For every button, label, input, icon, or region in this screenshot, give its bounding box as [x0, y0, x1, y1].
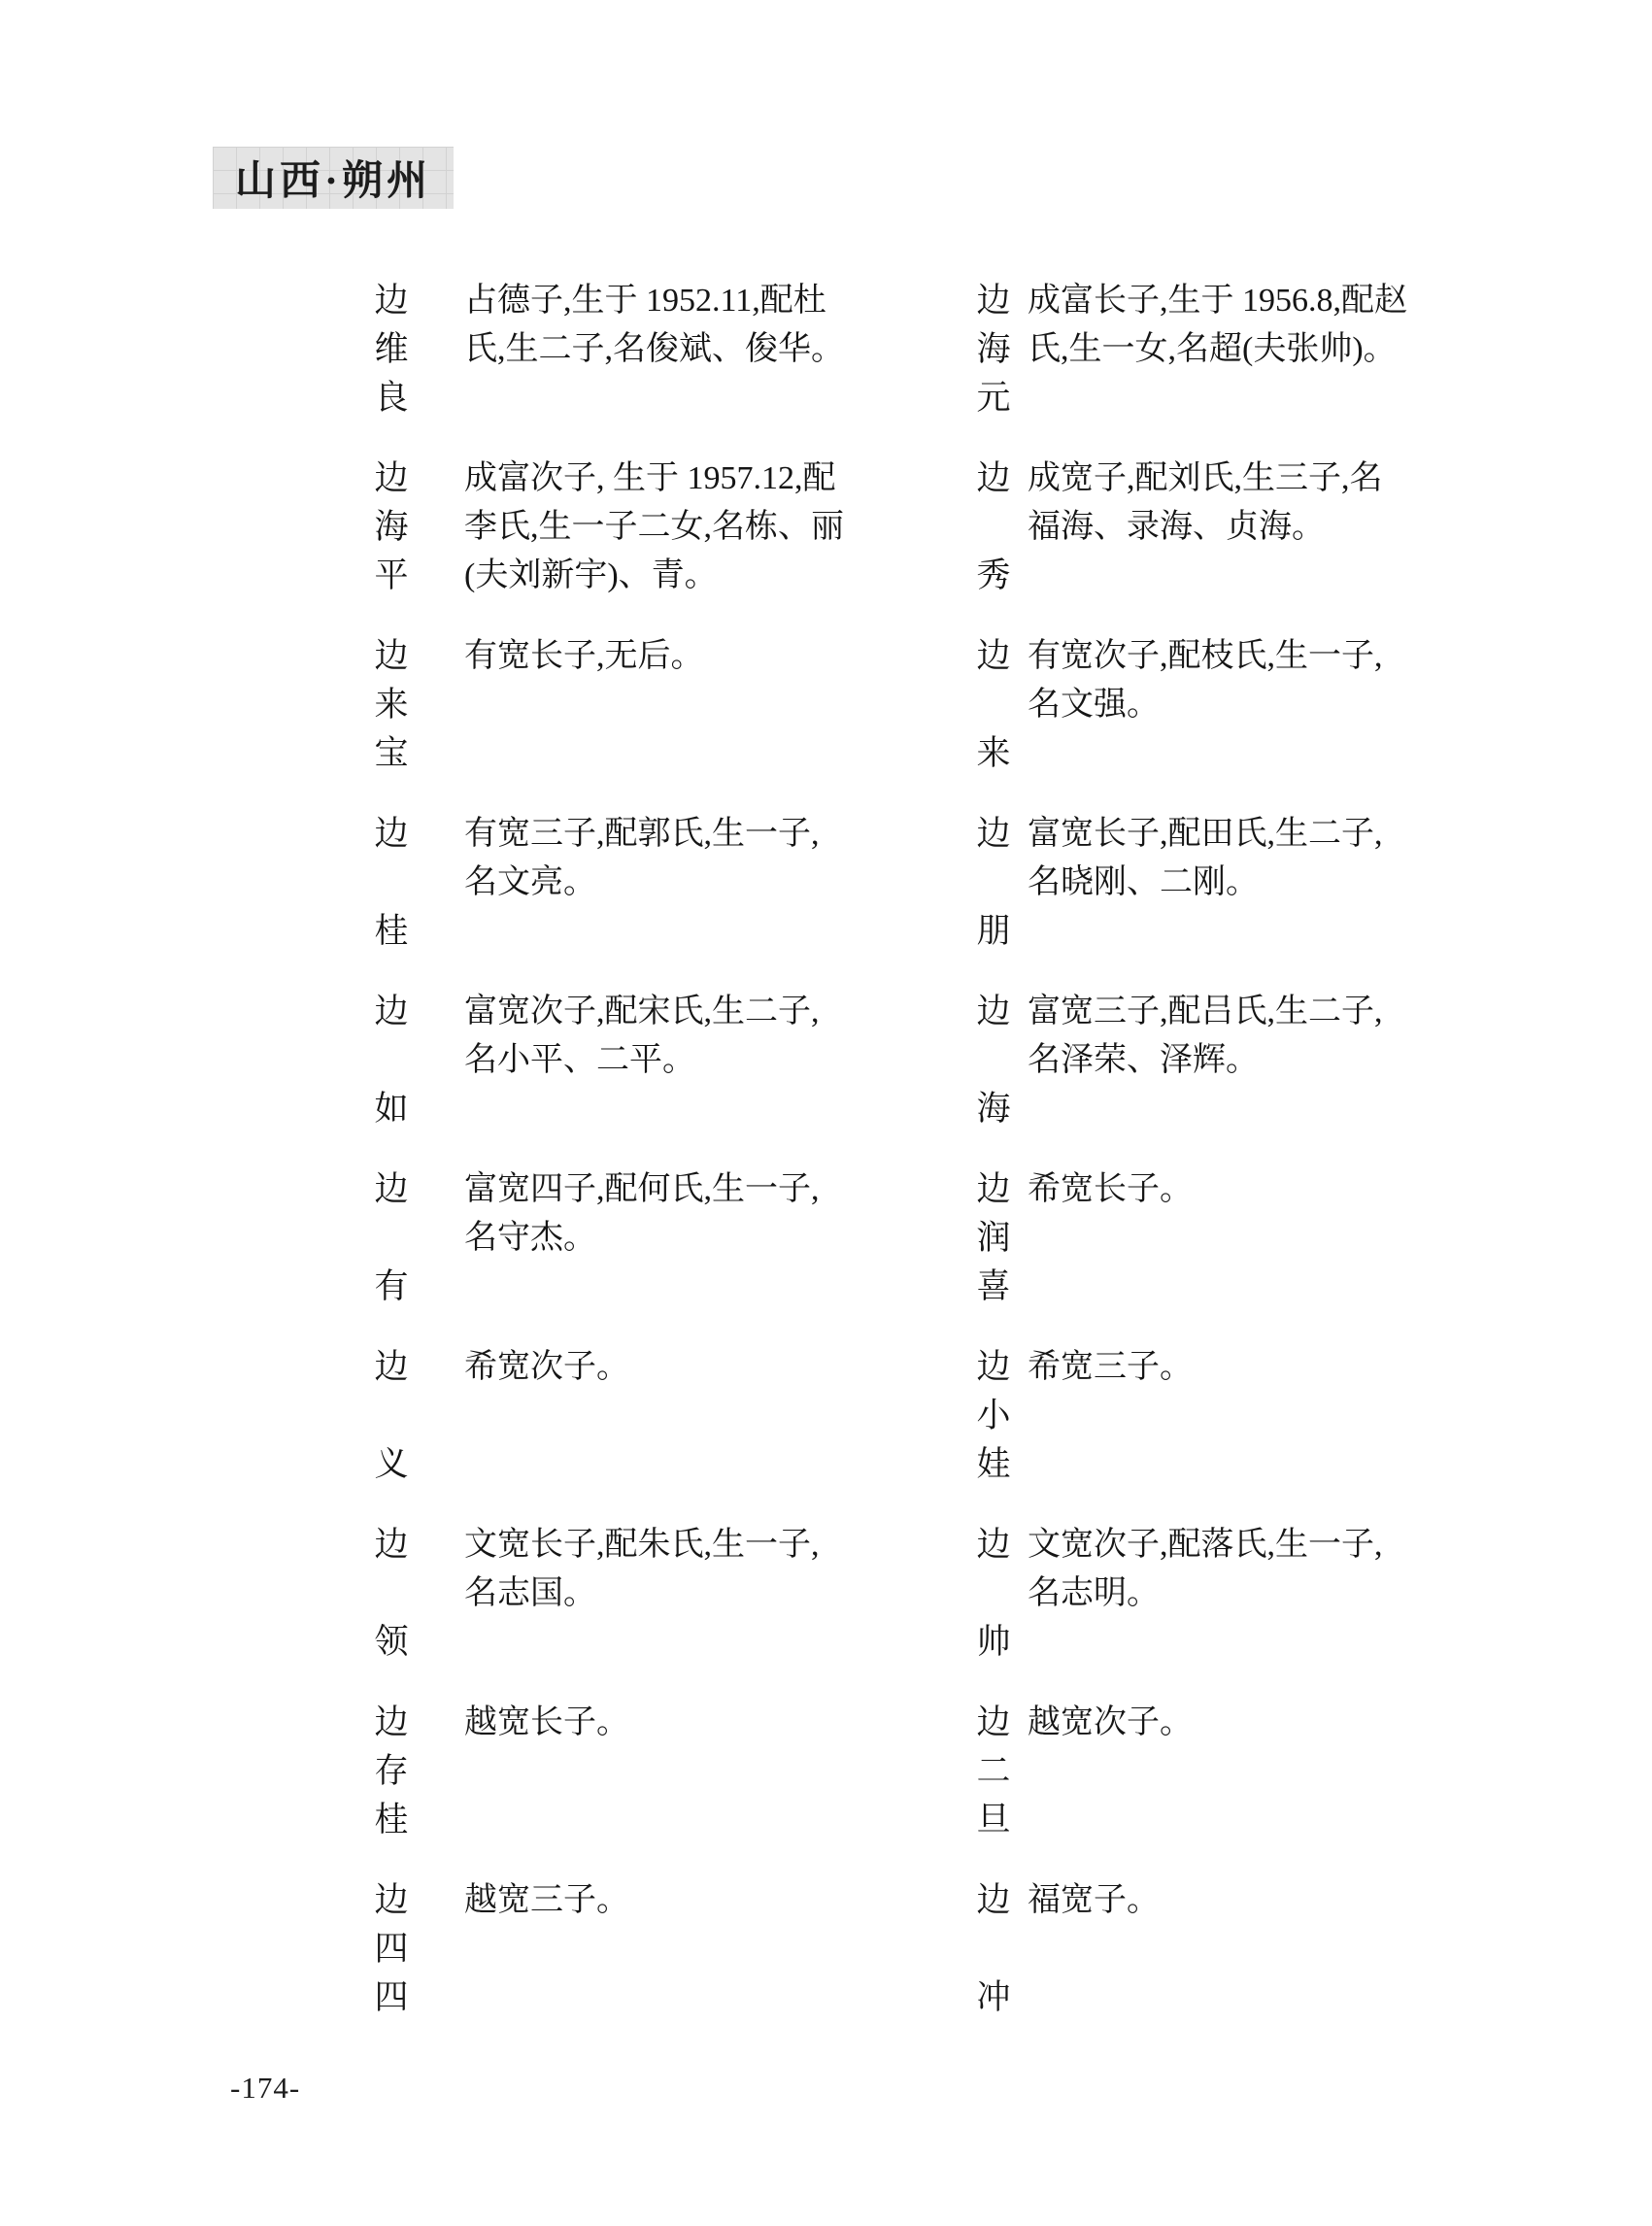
name-char: 如	[374, 1090, 409, 1128]
person-name-left	[370, 277, 413, 422]
entry-line: 占德子,生于 1952.11,配杜	[464, 283, 826, 319]
genealogy-row	[0, 988, 1652, 1133]
person-name-right	[972, 1699, 1015, 1844]
entry-text-left	[464, 988, 930, 1085]
entry-line: 名文亮。	[464, 864, 596, 900]
name-char: 维	[374, 330, 409, 368]
entry-line: 富宽次子,配宋氏,生二子,	[464, 994, 820, 1029]
genealogy-row	[0, 455, 1652, 600]
entry-text-right	[1028, 1521, 1494, 1618]
entry-text-left	[464, 810, 930, 907]
genealogy-row	[0, 1876, 1652, 2022]
person-name-left	[370, 1521, 413, 1667]
name-char: 边	[976, 459, 1011, 497]
entry-line: 富宽长子,配田氏,生二子,	[1028, 816, 1383, 852]
person-name-right	[972, 277, 1015, 422]
person-name-right	[972, 988, 1015, 1133]
entry-text-left	[464, 1699, 930, 1747]
name-char: 存	[374, 1752, 409, 1790]
genealogy-row	[0, 1165, 1652, 1311]
person-name-right	[972, 1876, 1015, 2022]
name-char: 边	[976, 1526, 1011, 1564]
entry-line: 名文强。	[1028, 687, 1160, 723]
entry-text-left	[464, 1165, 930, 1263]
name-char: 冲	[976, 1978, 1011, 2016]
name-char: 元	[976, 379, 1011, 417]
entry-text-right	[1028, 277, 1494, 374]
entry-text-right	[1028, 1165, 1494, 1214]
person-name-right	[972, 1521, 1015, 1667]
name-char: 义	[374, 1445, 409, 1483]
entry-line: 富宽四子,配何氏,生一子,	[464, 1171, 820, 1207]
person-name-left	[370, 632, 413, 778]
entry-line: 名晓刚、二刚。	[1028, 864, 1259, 900]
entry-line: 福海、录海、贞海。	[1028, 509, 1325, 545]
person-name-left	[370, 810, 413, 956]
genealogy-row	[0, 1521, 1652, 1667]
entry-text-right	[1028, 455, 1494, 552]
genealogy-row	[0, 1699, 1652, 1844]
entry-text-right	[1028, 1343, 1494, 1392]
name-char: 边	[976, 1170, 1011, 1208]
entry-line: 越宽三子。	[464, 1882, 629, 1918]
name-char: 边	[976, 1348, 1011, 1386]
name-char: 润	[976, 1219, 1011, 1257]
entry-text-left	[464, 277, 930, 374]
entry-line: 李氏,生一子二女,名栋、丽	[464, 509, 844, 545]
entry-line: 有宽长子,无后。	[464, 638, 704, 674]
page-number: -174-	[230, 2071, 301, 2105]
region-header-badge	[213, 147, 454, 209]
person-name-left	[370, 1876, 413, 2022]
person-name-right	[972, 455, 1015, 600]
name-char: 秀	[976, 556, 1011, 594]
entry-text-left	[464, 1343, 930, 1392]
entry-line: 名守杰。	[464, 1220, 596, 1256]
name-char: 边	[374, 637, 409, 675]
entry-line: 希宽三子。	[1028, 1349, 1193, 1385]
entry-line: 氏,生二子,名俊斌、俊华。	[464, 331, 844, 367]
entry-text-right	[1028, 1699, 1494, 1747]
entry-line: 名泽荣、泽辉。	[1028, 1042, 1259, 1078]
entry-line: 有宽三子,配郭氏,生一子,	[464, 816, 820, 852]
entry-line: (夫刘新宇)、青。	[464, 557, 718, 593]
entry-line: 成富长子,生于 1956.8,配赵	[1028, 283, 1407, 319]
person-name-left	[370, 455, 413, 600]
entry-text-left	[464, 1876, 930, 1925]
name-char: 海	[976, 330, 1011, 368]
genealogy-row	[0, 810, 1652, 956]
person-name-right	[972, 1343, 1015, 1489]
name-char: 边	[374, 282, 409, 320]
entry-line: 名志国。	[464, 1575, 596, 1611]
person-name-left	[370, 1343, 413, 1489]
name-char: 边	[976, 1703, 1011, 1741]
name-char: 海	[374, 508, 409, 546]
name-char: 边	[976, 815, 1011, 853]
name-char: 边	[374, 1703, 409, 1741]
genealogy-row	[0, 1343, 1652, 1489]
person-name-left	[370, 1165, 413, 1311]
entry-text-right	[1028, 632, 1494, 729]
name-char: 喜	[976, 1267, 1011, 1305]
name-char: 二	[976, 1752, 1011, 1790]
entry-line: 成宽子,配刘氏,生三子,名	[1028, 460, 1383, 496]
name-char: 娃	[976, 1445, 1011, 1483]
name-char: 领	[374, 1623, 409, 1661]
person-name-left	[370, 1699, 413, 1844]
person-name-right	[972, 632, 1015, 778]
name-char: 边	[374, 993, 409, 1030]
name-char: 朋	[976, 912, 1011, 950]
entry-text-left	[464, 455, 930, 600]
name-char: 来	[976, 734, 1011, 772]
region-header-label: 山西·朔州	[234, 159, 431, 204]
name-char: 有	[374, 1267, 409, 1305]
entry-line: 越宽次子。	[1028, 1704, 1193, 1740]
name-char: 小	[976, 1397, 1011, 1434]
entry-line: 希宽次子。	[464, 1349, 629, 1385]
name-char: 边	[976, 993, 1011, 1030]
person-name-right	[972, 1165, 1015, 1311]
name-char: 边	[374, 459, 409, 497]
name-char: 边	[374, 1526, 409, 1564]
entry-line: 氏,生一女,名超(夫张帅)。	[1028, 331, 1397, 367]
entry-line: 希宽长子。	[1028, 1171, 1193, 1207]
entry-text-right	[1028, 810, 1494, 907]
name-char: 边	[374, 1170, 409, 1208]
entry-line: 有宽次子,配枝氏,生一子,	[1028, 638, 1383, 674]
entry-line: 文宽次子,配落氏,生一子,	[1028, 1527, 1383, 1563]
name-char: 边	[976, 637, 1011, 675]
person-name-right	[972, 810, 1015, 956]
name-char: 良	[374, 379, 409, 417]
genealogy-row	[0, 277, 1652, 422]
name-char: 边	[374, 1348, 409, 1386]
name-char: 来	[374, 686, 409, 724]
entry-line: 名小平、二平。	[464, 1042, 695, 1078]
name-char: 平	[374, 556, 409, 594]
name-char: 旦	[976, 1801, 1011, 1838]
genealogy-row	[0, 632, 1652, 778]
name-char: 桂	[374, 912, 409, 950]
entry-line: 越宽长子。	[464, 1704, 629, 1740]
name-char: 四	[374, 1978, 409, 2016]
name-char: 宝	[374, 734, 409, 772]
name-char: 海	[976, 1090, 1011, 1128]
name-char: 桂	[374, 1801, 409, 1838]
entry-text-left	[464, 632, 930, 681]
name-char: 边	[976, 1881, 1011, 1919]
entry-line: 富宽三子,配吕氏,生二子,	[1028, 994, 1383, 1029]
name-char: 帅	[976, 1623, 1011, 1661]
name-char: 边	[374, 1881, 409, 1919]
entry-line: 福宽子。	[1028, 1882, 1160, 1918]
name-char: 边	[374, 815, 409, 853]
entry-line: 名志明。	[1028, 1575, 1160, 1611]
name-char: 边	[976, 282, 1011, 320]
entry-text-left	[464, 1521, 930, 1618]
name-char: 四	[374, 1930, 409, 1968]
entry-line: 成富次子, 生于 1957.12,配	[464, 460, 836, 496]
person-name-left	[370, 988, 413, 1133]
entry-text-right	[1028, 988, 1494, 1085]
entry-text-right	[1028, 1876, 1494, 1925]
entry-line: 文宽长子,配朱氏,生一子,	[464, 1527, 820, 1563]
